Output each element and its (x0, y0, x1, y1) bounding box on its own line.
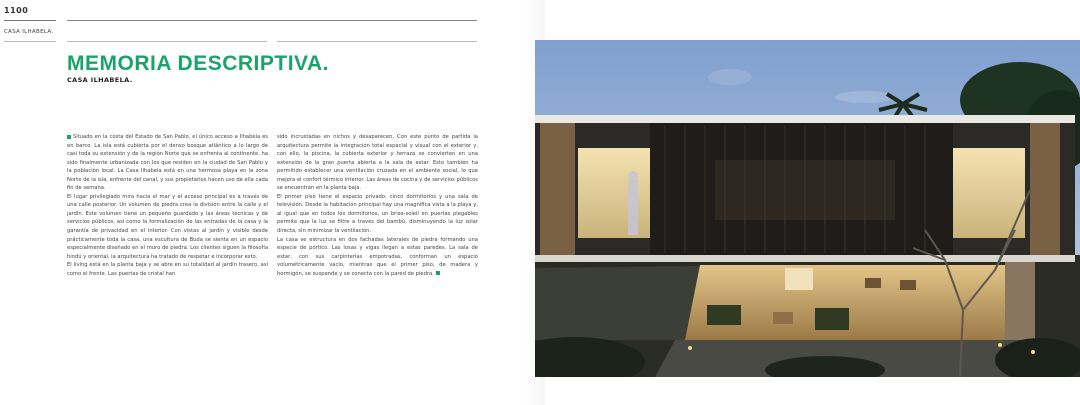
interior-light-through-slats (715, 160, 895, 220)
garden-light (688, 346, 692, 350)
article-subtitle: CASA ILHABELA. (67, 76, 133, 84)
terrace (535, 266, 700, 340)
coffee-table (773, 312, 793, 324)
paragraph: El lugar privilegiado mira hacia el mar y el acceso principal es a través de una calle posterior. Un volumen de piedra crea la división entre la calle y el jardín. Este volumen tiene un pequeño guardado y las áreas técnicas y de servicios públicos, así como la formalización de las entradas de la casa y la garantía de privacidad en el interior. Con vistas al jardín y visible desde prácticamente toda la casa, una escultura de Buda se sienta en un espacio especialmente diseñado en el muro de piedra. Los clientes siguen la filosofía hindú y oriental, la arquitectura ha tratado de respetar e incorporar esto. (67, 193, 268, 260)
floor-slab (535, 255, 1075, 262)
sofa (815, 308, 849, 330)
column-rule-left (67, 41, 267, 42)
header-rule (4, 20, 56, 21)
article-title: MEMORIA DESCRIPTIVA. (67, 52, 330, 75)
paragraph: La casa se estructura en dos fachadas laterales de piedra formando una especie de pórtico. Las losas y vigas llegan a estas paredes. La sala de estar, con sus carpinterías empotradas, conforman un espacio volumétricamente vacío, mientras que el primer piso, de madera y hormigón, se suspende y se conecta con la pared de piedra. (277, 236, 478, 277)
paragraph: El primer piso tiene el espacio privado: cinco dormitorios y una sala de televisión. Desde la habitación principal hay una magnífica vista a la playa y, al igual que en todos los dormitorios, un brise-soleil en puertas plegables permite que la luz se filtre a través del bambú, disminuyendo la luz solar directa, sin minimizar la ventilación. (277, 193, 478, 235)
paragraph: El living está en la planta baja y se abre en su totalidad al jardín trasero, así como el frente. Las puertas de cristal han (67, 262, 268, 277)
page-number: 1100 (4, 6, 29, 15)
text-column-right (277, 133, 478, 278)
header-rule-2 (4, 41, 56, 42)
garden-light (998, 343, 1002, 347)
paragraph: Situado en la costa del Estado de San Pablo, el único acceso a Ilhabela es en barco. La isla está cubierta por el denso bosque atlántico a lo largo de casi toda su extensión y de la región Norte que se enfrenta al continente, ha sido finalmente urbanizada con los que residen en la ciudad de San Pablo y la población local. La Casa Ilhabela está en una hermosa playa en la zona Norte de la isla, enfrente del canal, y sus propietarios hacen uso de ella cada fin de semana. (67, 134, 268, 192)
end-mark-icon (436, 271, 440, 275)
wood-panel-right (1030, 123, 1060, 255)
text-column-left (67, 133, 268, 278)
chair (900, 280, 916, 290)
paragraph: sido incrustadas en nichos y desaparecen. Con este punto de partida la arquitectura permite la integración total espacial y visual con el exterior y, con ello, la piscina, la cubierta exterior y terraza se convierten en una extensión de la gran puerta abierta a la sala de estar. Esto también ha permitido establecer una ventilación cruzada en el ambiente social, lo que mejora el confort térmico interior. Las áreas de cocina y de servicios públicos se encuentran en la planta baja. (277, 134, 478, 192)
left-page (0, 0, 535, 405)
section-label: CASA ILHABELA. (4, 29, 54, 35)
bullet-icon (67, 135, 71, 139)
kitchen-counter (785, 268, 813, 290)
sofa (707, 305, 741, 325)
garden-light (1031, 350, 1035, 354)
window-left (578, 148, 650, 238)
cloud (708, 69, 752, 85)
person (628, 180, 638, 235)
roof-slab (535, 115, 1075, 123)
cloud (835, 91, 895, 103)
chair (865, 278, 881, 288)
house-illustration (535, 40, 1080, 377)
person-head (628, 171, 638, 181)
top-rule (67, 20, 477, 21)
column-rule-right (277, 41, 477, 42)
house-photo (535, 40, 1080, 377)
wood-panel-left (540, 123, 575, 255)
living-room-glow (685, 265, 1030, 340)
